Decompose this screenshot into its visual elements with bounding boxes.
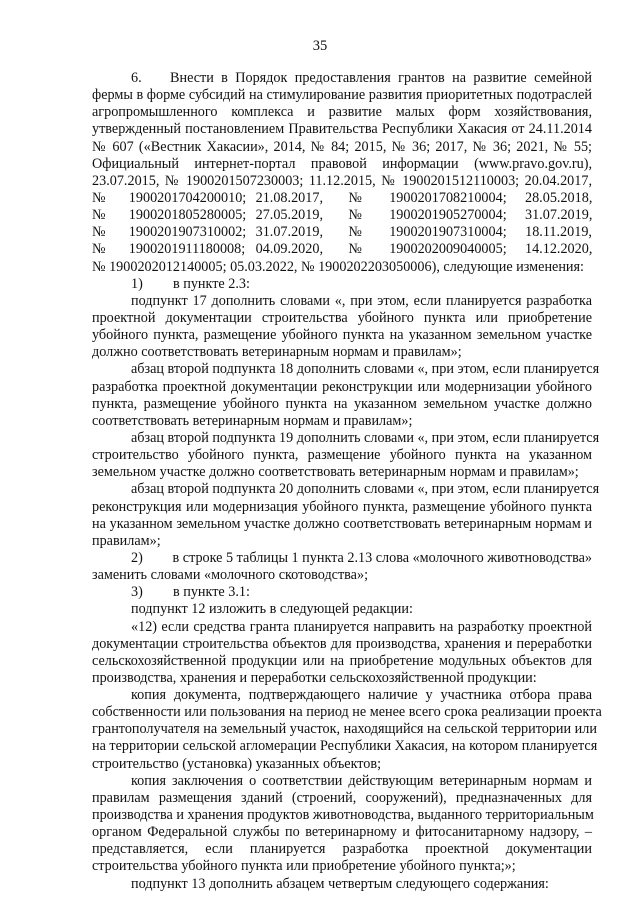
number-sign: №: [92, 224, 106, 241]
doc-number: 1900201905270004;: [389, 207, 507, 224]
subitem-number: 1): [131, 275, 143, 292]
paragraph: [92, 773, 592, 876]
text-line: агропромышленного комплекса и развитие малых форм хозяйствования,: [92, 104, 592, 121]
paragraph: [92, 601, 592, 618]
text-line: должно соответствовать ветеринарным нормам и правилам»;: [92, 344, 462, 361]
doc-date: 27.05.2019,: [255, 207, 323, 224]
document-body: [92, 70, 602, 893]
reference-row: [92, 207, 592, 224]
reference-row: [92, 224, 592, 241]
doc-date: 21.08.2017,: [255, 189, 323, 206]
text-line: разработка проектной документации реконструкции или модернизации убойного: [92, 378, 592, 395]
paragraph: [92, 687, 602, 773]
text-line: 23.07.2015, № 1900201507230003; 11.12.2015, № 1900201512110003; 20.04.2017,: [92, 172, 592, 189]
text-line: проектной документации строительства убойного пункта или приобретение: [92, 309, 592, 326]
text-line: 6. Внести в Порядок предоставления грантов на развитие семейной: [131, 70, 592, 86]
subitem-2-heading: [92, 550, 592, 567]
text-line: строительство убойного пункта, размещение убойного пункта на указанном: [92, 447, 592, 464]
paragraph: [92, 619, 592, 688]
text-line: документации строительства объектов для производства, хранения и переработки: [92, 635, 592, 652]
number-sign: №: [92, 207, 106, 224]
text-line: подпункт 12 изложить в следующей редакции:: [131, 601, 413, 618]
page-number: 35: [312, 38, 328, 54]
number-sign: №: [92, 241, 106, 258]
text-line: строительства убойного пункта или приобретение убойного пункта;»;: [92, 858, 516, 875]
text-line: копия заключения о соответствии действующим ветеринарным нормам и: [131, 772, 592, 789]
subitem-3-heading: [92, 584, 592, 601]
subitem-1-heading: [92, 276, 592, 293]
text-line: подпункт 17 дополнить словами «, при этом, если планируется разработка: [131, 292, 592, 309]
text-line: № 607 («Вестник Хакасии», 2014, № 84; 2015, № 36; 2017, № 36; 2021, № 55;: [92, 138, 592, 155]
paragraph: [92, 876, 592, 893]
text-line: земельном участке должно соответствовать ветеринарным нормам и правилам»;: [92, 464, 579, 481]
number-sign: №: [348, 189, 362, 206]
doc-date: 14.12.2020,: [524, 241, 593, 258]
text-line: подпункт 13 дополнить абзацем четвертым следующего содержания:: [131, 875, 549, 892]
text-line: строительство (установка) указанных объектов;: [92, 755, 382, 772]
text-line: абзац второй подпункта 20 дополнить словами «, при этом, если планируется: [131, 481, 600, 498]
text-line: правилам размещения зданий (строений, сооружений), предназначенных для: [92, 789, 592, 806]
doc-date: 31.07.2019,: [524, 207, 593, 224]
text-line: реконструкция или модернизация убойного пункта, размещение убойного пункта: [92, 498, 592, 515]
subitem-number: 2): [131, 549, 143, 566]
paragraph: [92, 293, 592, 362]
doc-date: 18.11.2019,: [525, 224, 592, 241]
doc-number: 1900201907310004;: [389, 224, 507, 241]
reference-row: [92, 190, 592, 207]
text-line: грантополучателя на земельный участок, находящийся на сельской территории или: [92, 721, 597, 738]
text-line: Официальный интернет-портал правовой информации (www.pravo.gov.ru),: [92, 155, 592, 172]
doc-number: 1900201907310002;: [128, 224, 247, 241]
subitem-2-paragraph: [92, 550, 592, 584]
text-line: в строке 5 таблицы 1 пункта 2.13 слова «молочного животноводства»: [172, 549, 592, 566]
text-line: представляется, если планируется разработка проектной документации: [92, 841, 592, 858]
doc-date: 04.09.2020,: [255, 241, 323, 258]
doc-number: 1900201805280005;: [128, 207, 247, 224]
text-line: собственности или пользования на период не менее всего срока реализации проекта: [92, 704, 602, 721]
text-line: фермы в форме субсидий на стимулирование развития приоритетных подотраслей: [92, 87, 592, 104]
text-line: производства, хранения и переработки сельскохозяйственной продукции:: [92, 669, 537, 686]
doc-number: 1900201708210004;: [389, 189, 507, 206]
doc-date: 28.05.2018,: [524, 189, 593, 206]
reference-row: [92, 241, 592, 258]
doc-number: 1900202009040005;: [389, 241, 507, 258]
subitem-title: в пункте 3.1:: [173, 584, 250, 601]
number-sign: №: [92, 189, 106, 206]
text-line: абзац второй подпункта 19 дополнить словами «, при этом, если планируется: [131, 429, 600, 446]
paragraph: [92, 361, 600, 430]
text-line: на указанном земельном участке должно соответствовать ветеринарным нормам и: [92, 515, 592, 532]
paragraph: [92, 481, 600, 550]
text-line: утвержденный постановлением Правительства Республики Хакасия от 24.11.2014: [92, 121, 592, 138]
text-line: на территории сельской агломерации Республики Хакасия, на котором планируется: [92, 738, 598, 755]
subitem-title: в пункте 2.3:: [173, 275, 250, 292]
text-line: абзац второй подпункта 18 дополнить словами «, при этом, если планируется: [131, 361, 600, 378]
item-6-paragraph: [92, 70, 592, 276]
doc-number: 1900201704200010;: [128, 189, 247, 206]
number-sign: №: [348, 224, 362, 241]
number-sign: №: [348, 241, 362, 258]
text-line: органом Федеральной службы по ветеринарному и фитосанитарному надзору, –: [92, 824, 592, 841]
text-line: правилам»;: [92, 532, 161, 549]
doc-number: 1900201911180008;: [128, 241, 246, 258]
text-line: соответствовать ветеринарным нормам и правилам»;: [92, 412, 413, 429]
text-line: «12) если средства гранта планируется направить на разработку проектной: [131, 618, 592, 635]
subitem-number: 3): [131, 584, 143, 601]
text-line: пункта, размещение убойного пункта на указанном земельном участке должно: [92, 395, 592, 412]
text-line: копия документа, подтверждающего наличие у участника отбора права: [131, 687, 592, 704]
number-sign: №: [348, 207, 362, 224]
text-line: убойного пункта, размещение убойного пункта на указанном земельном участке: [92, 327, 592, 344]
doc-date: 31.07.2019,: [255, 224, 323, 241]
text-line: заменить словами «молочного скотоводства»;: [92, 567, 369, 584]
paragraph: [92, 429, 600, 481]
text-line: сельскохозяйственной продукции или на приобретение модульных объектов для: [92, 652, 592, 669]
text-line: производства и хранения продуктов животноводства, выданного территориальным: [92, 807, 594, 824]
text-line: № 1900202012140005; 05.03.2022, № 1900202203050006), следующие изменения:: [92, 258, 584, 275]
